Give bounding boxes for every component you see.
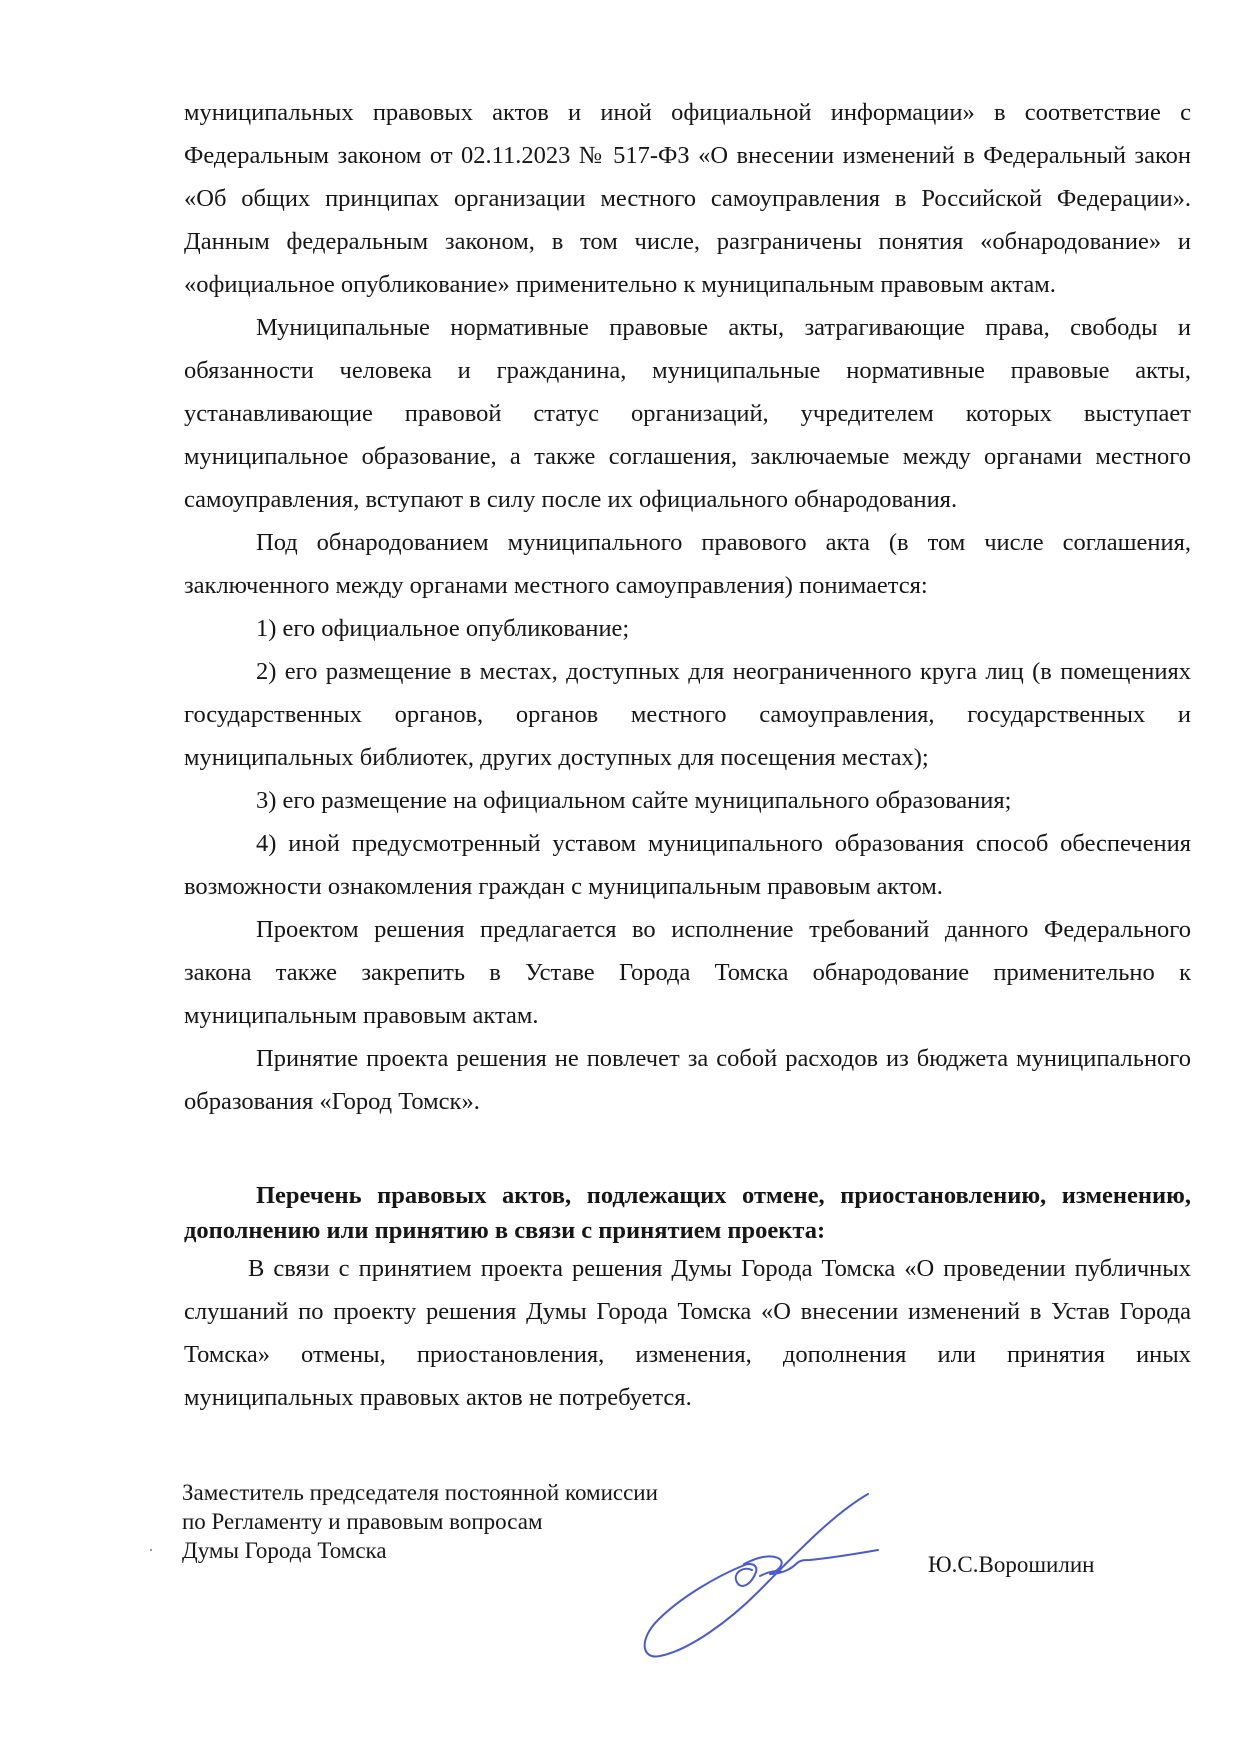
signatory-name: Ю.С.Ворошилин	[928, 1552, 1095, 1577]
position-line-2: по Регламенту и правовым вопросам	[182, 1509, 543, 1534]
list-item-3: 3) его размещение на официальном сайте муниципального образования;	[256, 787, 1012, 814]
paragraph-3: Под обнародованием муниципального правового акта (в том числе соглашения, заключенного между органами местного самоуправления) понимается:	[184, 529, 1191, 599]
handwritten-signature	[640, 1480, 900, 1680]
position-line-1: Заместитель председателя постоянной комиссии	[182, 1480, 658, 1505]
section-heading-block	[184, 1178, 1191, 1248]
signatory-position	[182, 1478, 658, 1565]
list-item-1: 1) его официальное опубликование;	[256, 615, 630, 642]
signature-loop-stroke	[645, 1494, 868, 1657]
list-item-4: 4) иной предусмотренный уставом муниципального образования способ обеспечения возможности ознакомления граждан с муниципальным правовым актом.	[184, 830, 1191, 900]
final-paragraph: В связи с принятием проекта решения Думы Города Томска «О проведении публичных слушаний по проекту решения Думы Города Томска «О внесении изменений в Устав Города Томска» отмены, приостановления, изменения, дополнения или принятия иных муниципальных правовых актов не потребуется.	[184, 1255, 1191, 1411]
section-heading: Перечень правовых актов, подлежащих отмене, приостановлению, изменению, дополнению или принятию в связи с принятием проекта:	[184, 1182, 1191, 1244]
paragraph-2: Муниципальные нормативные правовые акты, затрагивающие права, свободы и обязанности человека и гражданина, муниципальные нормативные правовые акты, устанавливающие правовой статус организаций, учредителем которых выступает муниципальное образование, а также соглашения, заключаемые между органами местного самоуправления, вступают в силу после их официального обнародования.	[184, 314, 1191, 513]
document-body	[184, 91, 1191, 1123]
final-paragraph-block	[184, 1247, 1191, 1419]
scan-dot	[150, 1549, 152, 1551]
paragraph-5: Принятие проекта решения не повлечет за собой расходов из бюджета муниципального образования «Город Томск».	[184, 1045, 1191, 1115]
paragraph-4: Проектом решения предлагается во исполнение требований данного Федерального закона также закрепить в Уставе Города Томска обнародование применительно к муниципальным правовым актам.	[184, 916, 1191, 1029]
signature-flourish-stroke	[744, 1550, 878, 1574]
paragraph-1: муниципальных правовых актов и иной официальной информации» в соответствие с Федеральным законом от 02.11.2023 № 517-ФЗ «О внесении изменений в Федеральный закон «Об общих принципах организации местного самоуправления в Российской Федерации». Данным федеральным законом, в том числе, разграничены понятия «обнародование» и «официальное опубликование» применительно к муниципальным правовым актам.	[184, 99, 1191, 298]
list-item-2: 2) его размещение в местах, доступных для неограниченного круга лиц (в помещениях государственных органов, органов местного самоуправления, государственных и муниципальных библиотек, других доступных для посещения местах);	[184, 658, 1191, 771]
position-line-3: Думы Города Томска	[182, 1538, 387, 1563]
